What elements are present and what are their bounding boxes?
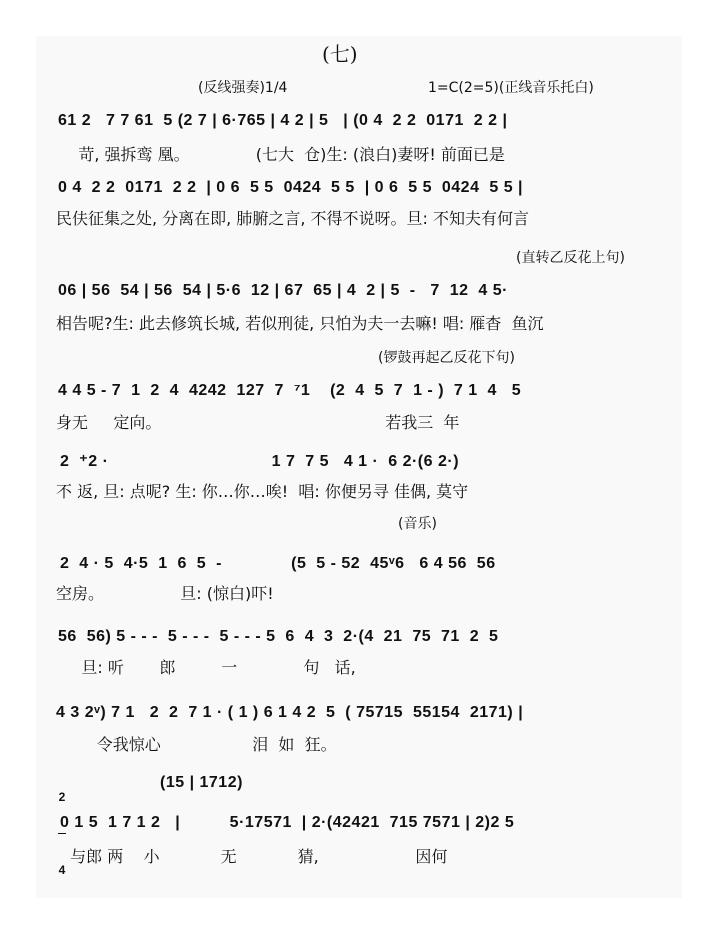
section-title: (七)	[322, 42, 358, 66]
time-signature-divider	[58, 833, 66, 834]
annotation-lower-phrase: (锣鼓再起乙反花下句)	[378, 350, 515, 366]
annotation-interlude: (15 | 1712)	[160, 774, 243, 791]
lyrics-row-5: 不 返, 旦: 点呢? 生: 你…你…唉! 唱: 你便另寻 佳偶, 莫守	[56, 482, 469, 501]
lyrics-row-6: 空房。 旦: (惊白)吓!	[56, 584, 274, 603]
annotation-key: 1=C(2=5)(正线音乐托白)	[428, 80, 594, 96]
annotation-upper-phrase: (直转乙反花上句)	[516, 250, 625, 266]
lyrics-row-8: 令我惊心 泪 如 狂。	[56, 735, 337, 754]
notation-row-4: 4 4 5 - 7 1 2 4 4242 127 7 ⁷1 (2 4 5 7 1 - ) 7 1 4 5	[58, 382, 522, 399]
notation-row-1: 61 2 7 7 61 5 (2 7 | 6·765 | 4 2 | 5 | (0 4 2 2 0171 2 2 |	[58, 112, 508, 129]
lyrics-row-2: 民伕征集之处, 分离在即, 肺腑之言, 不得不说呀。旦: 不知夫有何言	[56, 209, 529, 228]
time-signature-bottom: 4	[58, 863, 66, 877]
notation-row-9: 0 1 5 1 7 1 2 | 5·17571 | 2·(42421 715 7571 | 2)2 5	[60, 814, 515, 831]
notation-row-2: 0 4 2 2 0171 2 2 | 0 6 5 5 0424 5 5 | 0 6 5 5 0424 5 5 |	[58, 179, 524, 196]
lyrics-row-7: 旦: 听 郎 一 句 话,	[56, 658, 356, 677]
lyrics-row-1: 苛, 强拆鸾 凰。 (七大 仓)生: (浪白)妻呀! 前面已是	[58, 145, 505, 164]
notation-row-6: 2 4 · 5 4·5 1 6 5 - (5 5 - 52 45ᵛ6 6 4 56 56	[60, 555, 496, 572]
notation-row-5: 2 ⁺2 · 1 7 7 5 4 1 · 6 2·(6 2·)	[60, 453, 460, 470]
notation-row-8: 4 3 2ᵛ) 7 1 2 2 7 1 · ( 1 ) 6 1 4 2 5 ( 75715 55154 2171) |	[56, 704, 524, 721]
lyrics-row-9: 与郎 两 小 无 猜, 因何	[60, 847, 448, 866]
annotation-music: (音乐)	[398, 516, 437, 532]
notation-row-7: 56 56) 5 - - - 5 - - - 5 - - - 5 6 4 3 2·(4 21 75 71 2 5	[58, 628, 499, 645]
lyrics-row-4: 身无 定向。 若我三 年	[56, 413, 460, 432]
notation-row-3: 06 | 56 54 | 56 54 | 5·6 12 | 67 65 | 4 2 | 5 - 7 12 4 5·	[58, 282, 508, 299]
time-signature-top: 2	[58, 790, 66, 804]
annotation-intro: (反线强奏)1/4	[198, 80, 288, 96]
lyrics-row-3: 相告呢?生: 此去修筑长城, 若似刑徒, 只怕为夫一去嘛! 唱: 雁杳 鱼沉	[56, 314, 544, 333]
